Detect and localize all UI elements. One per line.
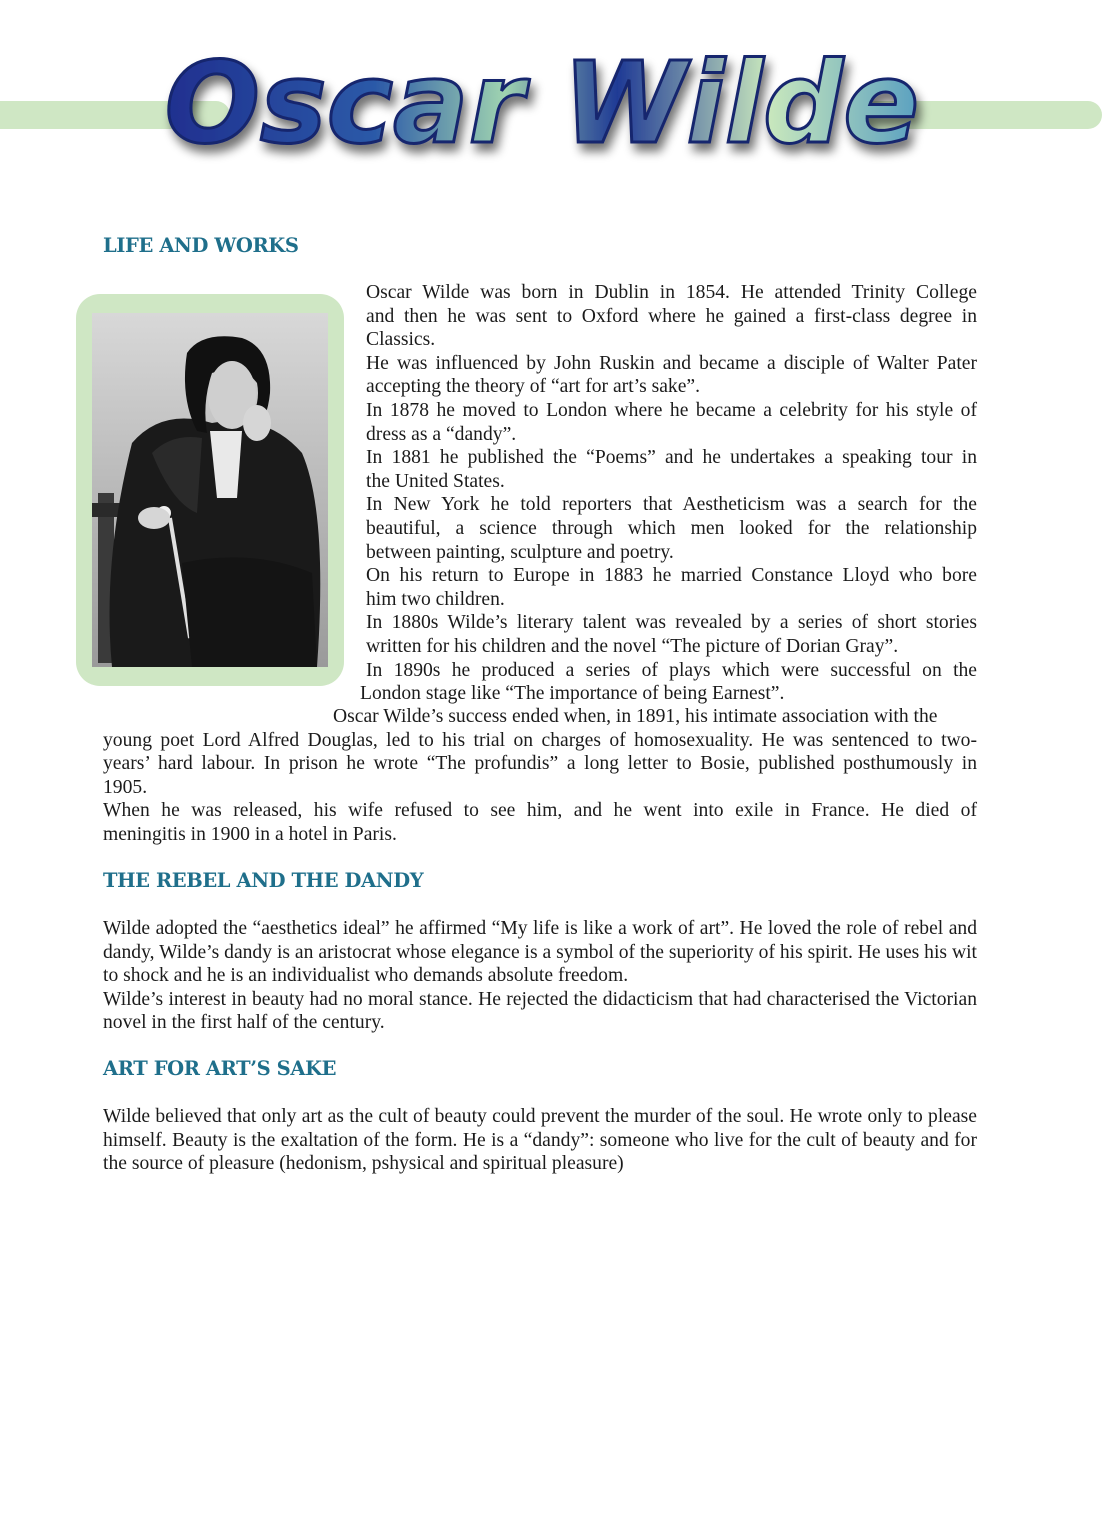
text-line: him two children. — [366, 588, 505, 610]
text-line: In 1890s he produced a series of plays which were successful on the — [366, 659, 977, 681]
text-line: In 1881 he published the “Poems” and he undertakes a speaking tour in — [366, 447, 977, 469]
rebel-paragraph-2: Wilde’s interest in beauty had no moral stance. He rejected the didacticism that had characterised the Victorian novel in the first half of the century. — [103, 988, 977, 1034]
text-line: the United States. — [366, 470, 505, 492]
text-line: meningitis in 1900 in a hotel in Paris. — [103, 823, 397, 845]
text-line: Oscar Wilde’s success ended when, in 1891, his intimate association with the — [333, 706, 938, 727]
rebel-paragraph-1: Wilde adopted the “aesthetics ideal” he affirmed “My life is like a work of art”. He loved the role of rebel and dandy, Wilde’s dandy is an aristocrat whose elegance is a symbol of the superiority of his spirit. He uses his wit to shock and he is an individualist who demands absolute freedom. — [103, 918, 977, 987]
text-line: On his return to Europe in 1883 he married Constance Lloyd who bore — [366, 565, 977, 587]
text-line: young poet Lord Alfred Douglas, led to his trial on charges of homosexuality. He was sentenced to two- — [103, 729, 977, 751]
text-line: He was influenced by John Ruskin and became a disciple of Walter Pater — [366, 352, 977, 374]
heading-rebel-and-dandy: THE REBEL AND THE DANDY — [103, 869, 424, 892]
text-line: Classics. — [366, 329, 436, 351]
life-side-text-end — [360, 682, 977, 706]
text-line: written for his children and the novel “The picture of Dorian Gray”. — [366, 635, 899, 657]
text-line: When he was released, his wife refused to see him, and he went into exile in France. He died of — [103, 800, 977, 822]
text-line: years’ hard labour. In prison he wrote “The profundis” a long letter to Bosie, published posthumously in — [103, 753, 977, 775]
rebel-text — [103, 917, 977, 1035]
life-side-text — [366, 281, 977, 682]
text-line: accepting the theory of “art for art’s sake”. — [366, 376, 701, 398]
text-line: between painting, sculpture and poetry. — [366, 541, 674, 563]
text-line: In 1878 he moved to London where he became a celebrity for his style of — [366, 399, 977, 421]
portrait-photo-icon — [92, 313, 328, 667]
text-line: Oscar Wilde was born in Dublin in 1854. He attended Trinity College — [366, 282, 977, 303]
text-line: London stage like “The importance of being Earnest”. — [360, 683, 785, 704]
heading-life-and-works: LIFE AND WORKS — [103, 234, 299, 257]
text-line: In 1880s Wilde’s literary talent was revealed by a series of short stories — [366, 612, 977, 634]
life-full-text — [103, 705, 977, 847]
text-line: dress as a “dandy”. — [366, 423, 517, 445]
text-line: In New York he told reporters that Aestheticism was a search for the — [366, 494, 977, 516]
art-text — [103, 1105, 977, 1176]
page-title-text: Oscar Wilde — [164, 39, 920, 169]
page-title — [164, 30, 920, 190]
text-line: beautiful, a science through which men looked for the relationship — [366, 517, 977, 539]
text-line: and then he was sent to Oxford where he gained a first-class degree in — [366, 305, 977, 327]
art-paragraph-1: Wilde believed that only art as the cult of beauty could prevent the murder of the soul. He wrote only to please himself. Beauty is the exaltation of the form. He is a “dandy”: someone who live for the cult of beauty and for the source of pleasure (hedonism, pshysical and spiritual pleasure) — [103, 1106, 977, 1175]
text-line: 1905. — [103, 776, 148, 798]
heading-art-for-arts-sake: ART FOR ART’S SAKE — [103, 1057, 337, 1080]
